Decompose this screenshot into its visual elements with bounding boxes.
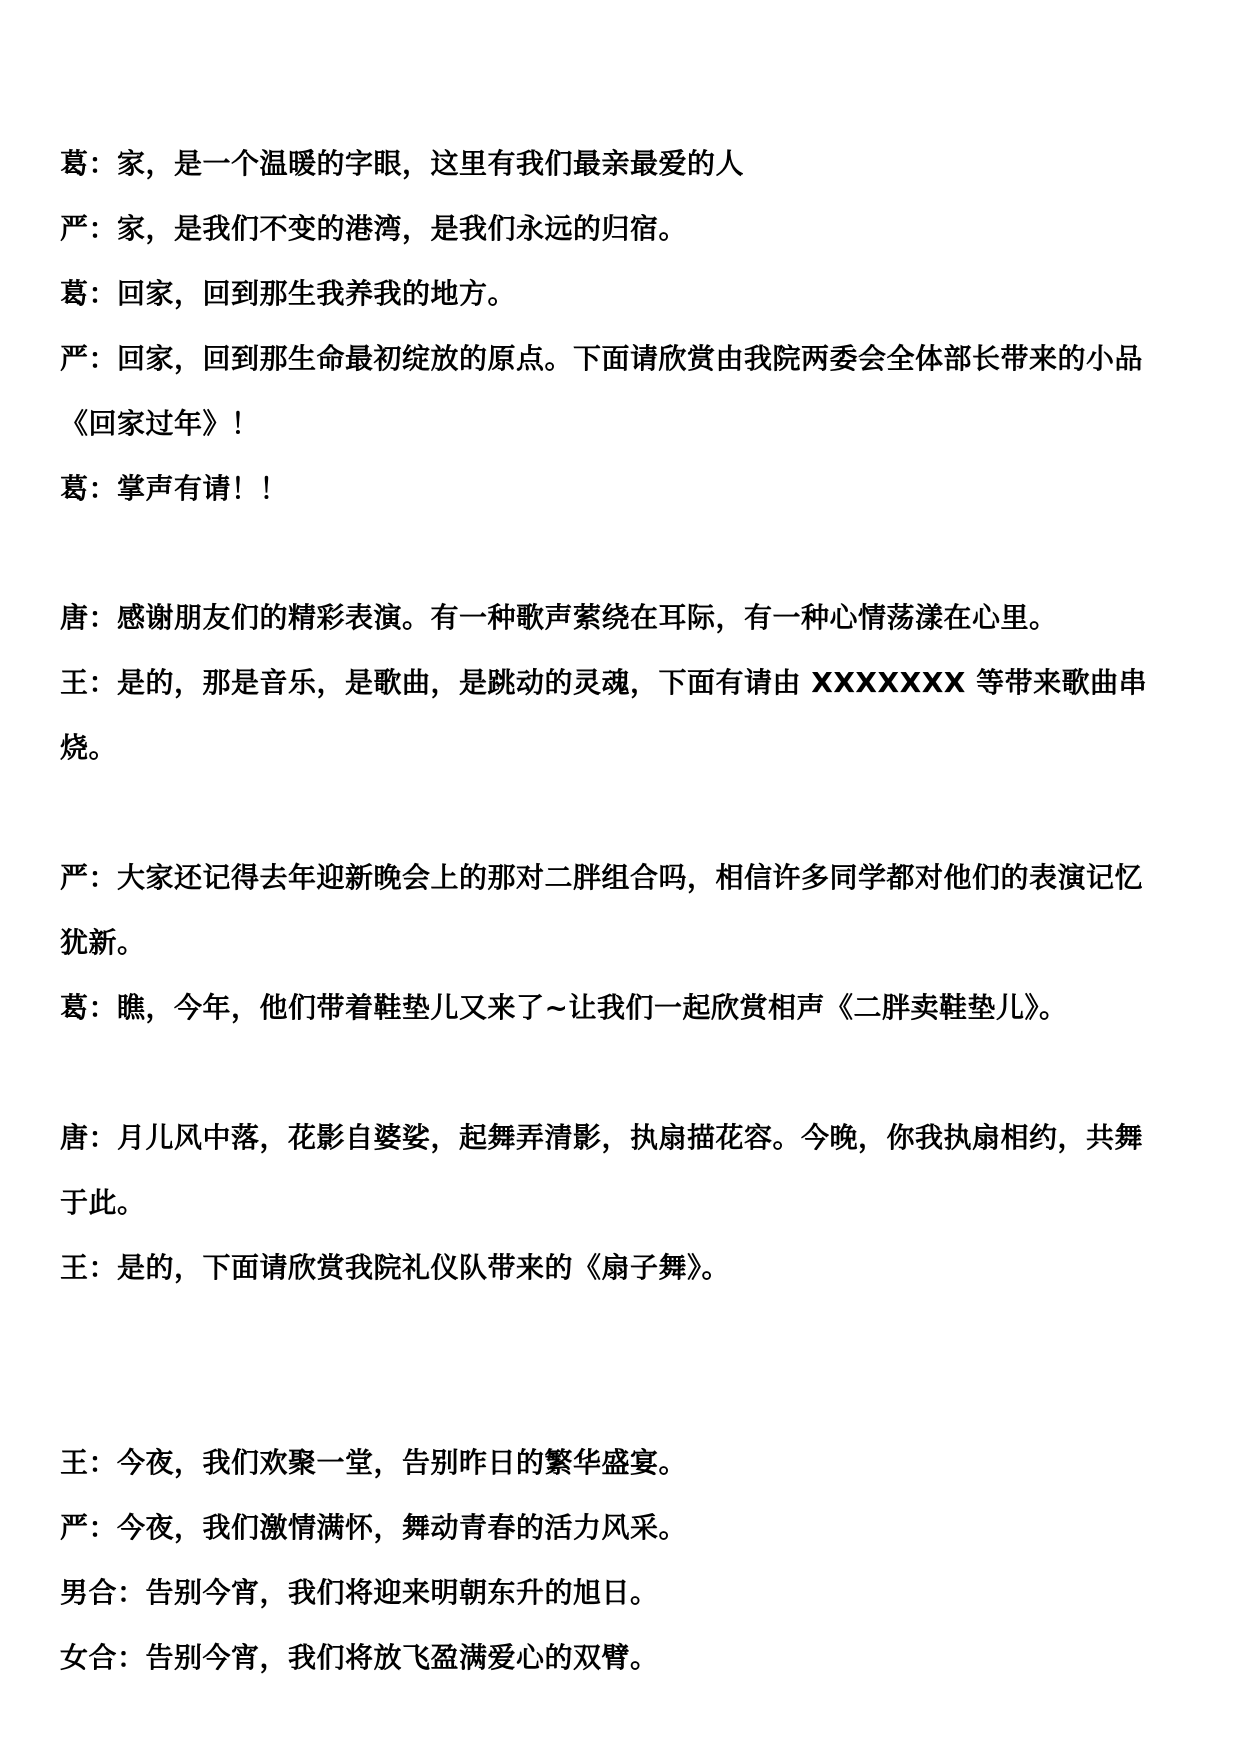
script-line-7: 唐：感谢朋友们的精彩表演。有一种歌声萦绕在耳际，有一种心情荡漾在心里。 (60, 601, 1058, 634)
script-line-13: 唐：月儿风中落，花影自婆娑，起舞弄清影，执扇描花容。今晚，你我执扇相约，共舞 (60, 1121, 1144, 1154)
script-line-8: 王：是的，那是音乐，是歌曲，是跳动的灵魂，下面有请由 XXXXXXX 等带来歌曲串 (60, 666, 1148, 699)
script-line-4: 严：回家，回到那生命最初绽放的原点。下面请欣赏由我院两委会全体部长带来的小品 (60, 342, 1144, 375)
script-line-15: 王：是的，下面请欣赏我院礼仪队带来的《扇子舞》。 (60, 1251, 731, 1284)
script-line-3: 葛：回家，回到那生我养我的地方。 (60, 277, 517, 310)
script-line-16: 王：今夜，我们欢聚一堂，告别昨日的繁华盛宴。 (60, 1446, 688, 1479)
script-line-14: 于此。 (60, 1186, 146, 1219)
script-line-5: 《回家过年》！ (60, 407, 260, 440)
script-line-17: 严：今夜，我们激情满怀，舞动青春的活力风采。 (60, 1511, 688, 1544)
script-line-6: 葛：掌声有请！！ (60, 472, 289, 505)
script-line-10: 严：大家还记得去年迎新晚会上的那对二胖组合吗，相信许多同学都对他们的表演记忆 (60, 861, 1144, 894)
script-line-2: 严：家，是我们不变的港湾，是我们永远的归宿。 (60, 212, 688, 245)
script-line-19: 女合：告别今宵，我们将放飞盈满爱心的双臂。 (60, 1641, 659, 1674)
script-line-12: 葛：瞧，今年，他们带着鞋垫儿又来了~让我们一起欣赏相声《二胖卖鞋垫儿》。 (60, 991, 1068, 1024)
script-line-11: 犹新。 (60, 926, 146, 959)
script-line-1: 葛：家，是一个温暖的字眼，这里有我们最亲最爱的人 (60, 147, 745, 180)
script-line-18: 男合：告别今宵，我们将迎来明朝东升的旭日。 (60, 1576, 659, 1609)
script-line-9: 烧。 (60, 731, 118, 764)
